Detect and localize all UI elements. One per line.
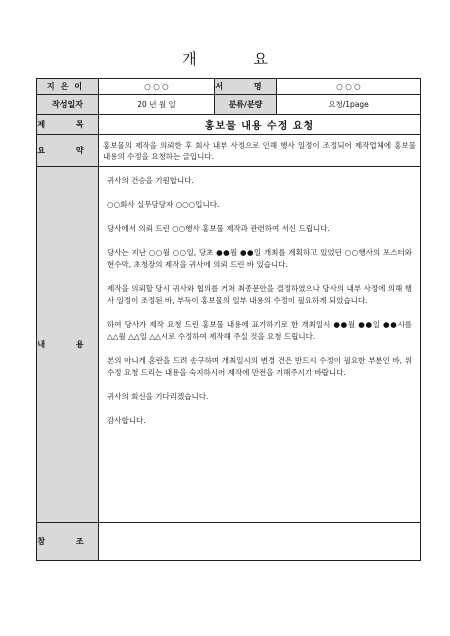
author-row — [37, 79, 421, 95]
author-value[interactable]: ○ ○ ○ — [99, 79, 215, 95]
content-body[interactable] — [99, 167, 421, 523]
subject-label: 제 목 — [37, 115, 99, 135]
content-paragraph: 당사에서 의뢰 드린 ○○행사 홍보물 제작과 관련하여 서신 드립니다. — [107, 224, 330, 233]
date-value[interactable]: 20 년 월 일 — [99, 95, 215, 115]
reference-value[interactable] — [99, 523, 421, 561]
content-row — [37, 167, 421, 523]
content-paragraph: 귀사의 회신을 기다리겠습니다. — [107, 392, 209, 401]
author-label: 지은이 — [37, 79, 99, 95]
category-label: 분류/분량 — [215, 95, 277, 115]
content-paragraph: 제작을 의뢰할 당시 귀사와 협의를 거쳐 최종문안을 결정하였으나 당사의 내부 사정에 의해 행사 일정이 조정된 바, 부득이 홍보물의 일부 내용의 수정이 필요하게 되었습니다. — [107, 284, 412, 305]
content-paragraph: 감사합니다. — [107, 416, 146, 425]
category-value[interactable]: 요청/1page — [277, 95, 421, 115]
subject-row — [37, 115, 421, 135]
sign-value[interactable]: ○ ○ ○ — [277, 79, 421, 95]
reference-row — [37, 523, 421, 561]
content-label: 내 용 — [37, 167, 99, 523]
sign-label: 서 명 — [215, 79, 277, 95]
content-paragraph: 하여 당사가 제작 요청 드린 홍보물 내용에 표기하기로 한 개최일시 ●●월 ●●일 ●●시를 △△월 △△일 △△시로 수정하여 제작해 주실 것을 요청 드립니다. — [107, 320, 412, 341]
content-paragraph: 본의 아니게 혼란을 드려 송구하며 개최일시의 변경 건은 반드시 수정이 필요한 부분인 바, 위 수정 요청 드리는 내용을 숙지하시어 제작에 만전을 기해주시기 바랍니다. — [107, 356, 412, 377]
summary-label: 요 약 — [37, 135, 99, 167]
content-paragraph: 당사는 지난 ○○월 ○○일, 당초 ●●월 ●●일 개최를 계획하고 있었던 ○○행사의 포스터와 현수막, 초청장의 제작을 귀사에 의뢰 드린 바 있습니다. — [107, 248, 412, 269]
date-label: 작성일자 — [37, 95, 99, 115]
content-paragraph: 귀사의 건승을 기원합니다. — [107, 176, 194, 185]
summary-row — [37, 135, 421, 167]
date-row — [37, 95, 421, 115]
subject-value[interactable]: 홍보물 내용 수정 요청 — [99, 115, 421, 135]
document-form — [36, 78, 421, 561]
content-paragraph: ○○회사 실무담당자 ○○○입니다. — [107, 200, 220, 209]
page-title: 개 요 — [182, 50, 294, 68]
reference-label: 참 조 — [37, 523, 99, 561]
summary-text[interactable]: 홍보물의 제작을 의뢰한 후 회사 내부 사정으로 인해 행사 일정이 조정되어 제작업체에 홍보물 내용의 수정을 요청하는 글입니다. — [99, 135, 421, 167]
